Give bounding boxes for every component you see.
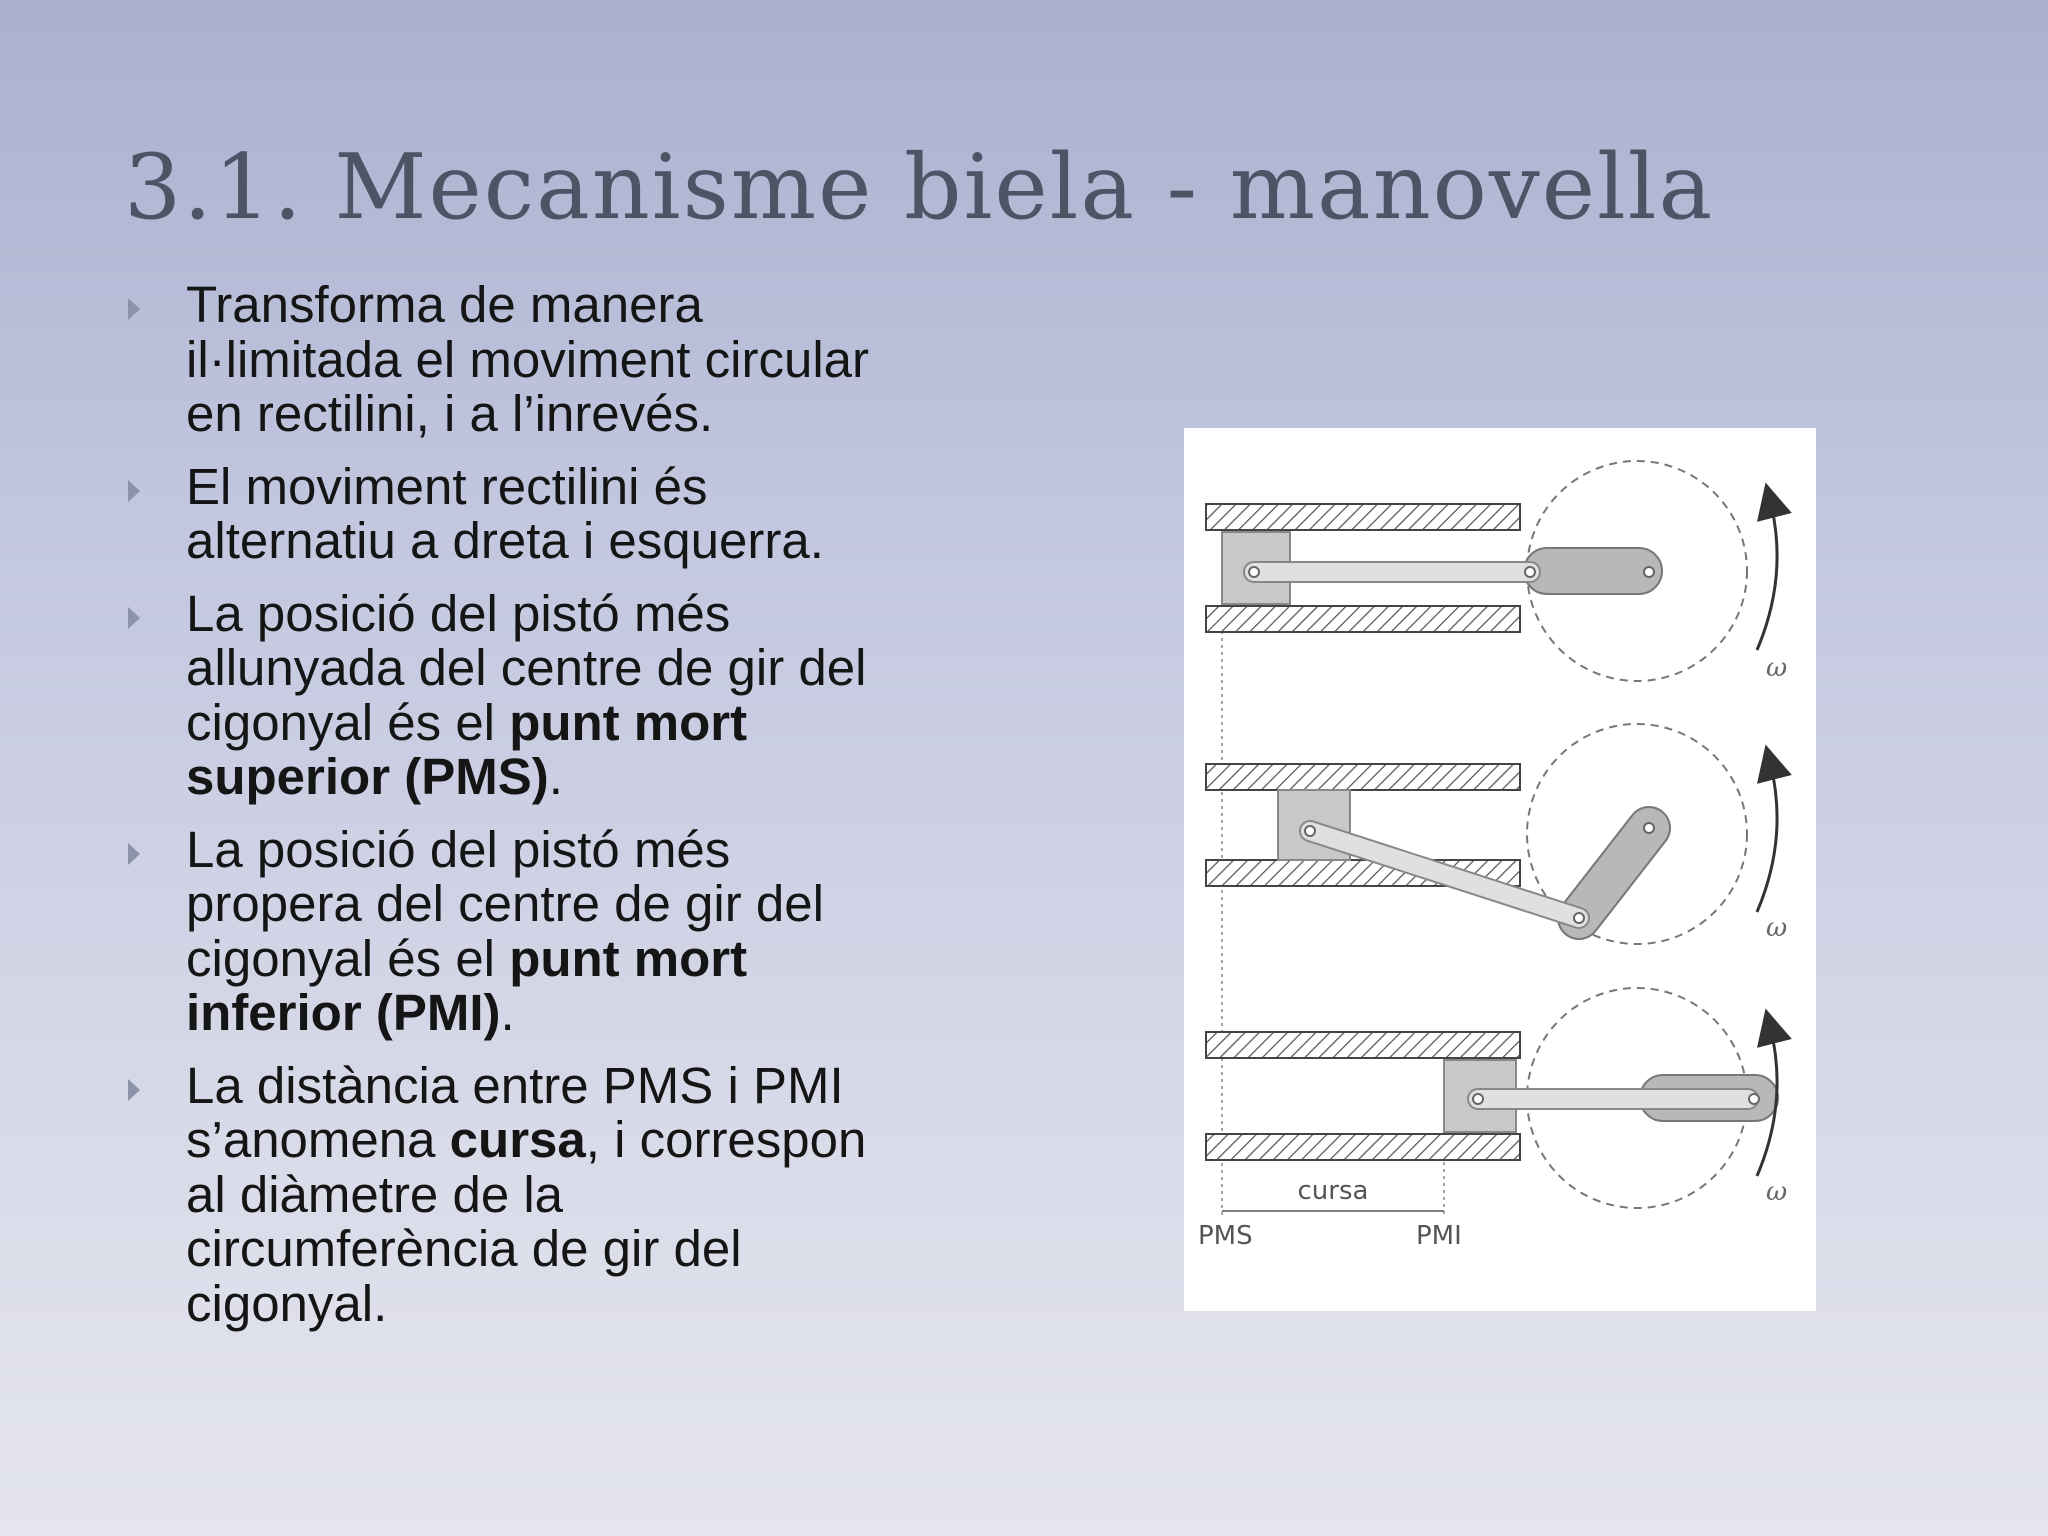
bullet-item [124, 1056, 994, 1332]
pms-label: PMS [1198, 1221, 1253, 1251]
rotation-arrow [1757, 500, 1777, 650]
omega-label: ω [1766, 653, 1788, 683]
bold-term: inferior (PMI) [186, 984, 501, 1041]
bold-term: cursa [449, 1111, 586, 1168]
connecting-rod [1468, 1089, 1758, 1109]
bullet-text: s’anomena [186, 1111, 450, 1168]
piston-pin [1249, 567, 1259, 577]
bullet-line [186, 986, 994, 1041]
bullet-text: cigonyal. [186, 1274, 388, 1332]
crank-center [1644, 567, 1654, 577]
bullet-line [186, 1165, 994, 1223]
bullet-line [186, 457, 994, 515]
bullet-item [124, 584, 994, 805]
bullet-line [186, 693, 994, 751]
bullet-arrow-icon [128, 607, 140, 629]
bullet-text: allunyada del centre de gir del [186, 639, 867, 696]
bullet-text: al diàmetre de la [186, 1165, 564, 1223]
bullet-arrow-icon [128, 1079, 140, 1101]
bullet-text: Transforma de manera [186, 276, 703, 333]
bullet-text: . [500, 984, 515, 1041]
bullet-line [186, 1274, 994, 1332]
bullet-text: circumferència de gir del [186, 1220, 742, 1277]
bullet-arrow-icon [128, 843, 140, 865]
stroke-label: cursa [1297, 1176, 1369, 1206]
bullet-text: il·limitada el moviment circular [186, 330, 869, 388]
bullet-item [124, 820, 994, 1041]
rotation-arrow [1757, 762, 1777, 912]
bullet-text: cigonyal és el [186, 929, 510, 987]
position-pms-group [1206, 461, 1787, 683]
slide-title: 3.1. Mecanisme biela - manovella [124, 135, 1715, 240]
bullet-line [186, 584, 994, 642]
bullet-text: en rectilini, i a l’inrevés. [186, 385, 714, 442]
bullet-item [124, 278, 994, 442]
bullet-line [186, 929, 994, 987]
bold-term: punt mort [509, 929, 748, 987]
bullet-line [186, 820, 994, 878]
crank-pin [1525, 567, 1535, 577]
bullet-arrow-icon [128, 298, 140, 320]
bullet-line [186, 278, 994, 333]
bullet-line [186, 387, 994, 442]
bullet-text: El moviment rectilini és [186, 457, 708, 515]
cylinder-wall-top [1206, 504, 1520, 530]
omega-label: ω [1766, 913, 1788, 943]
bullet-line [186, 1222, 994, 1277]
cylinder-wall-bottom [1206, 1134, 1520, 1160]
bullet-text: , i correspon [585, 1111, 867, 1168]
connecting-rod [1244, 562, 1540, 582]
crank-arm-fill [1579, 828, 1649, 918]
cylinder-wall-top [1206, 1032, 1520, 1058]
bullet-text: La distància entre PMS i PMI [186, 1056, 844, 1114]
bullet-text: La posició del pistó més [186, 820, 731, 878]
bullet-text: La posició del pistó més [186, 584, 731, 642]
crank-center [1644, 823, 1654, 833]
bullet-text: . [548, 748, 563, 805]
bullet-text: propera del centre de gir del [186, 875, 824, 932]
crank-pin [1574, 913, 1584, 923]
bullet-list [124, 278, 994, 1349]
bullet-text: alternatiu a dreta i esquerra. [186, 512, 824, 569]
piston-pin [1305, 826, 1315, 836]
crank-arm [1524, 548, 1662, 594]
piston-pin [1473, 1094, 1483, 1104]
bold-term: punt mort [509, 693, 748, 751]
bullet-line [186, 877, 994, 932]
crank-mechanism-diagram [1184, 428, 1816, 1311]
bullet-line [186, 641, 994, 696]
bullet-line [186, 514, 994, 569]
cylinder-wall-bottom [1206, 606, 1520, 632]
cylinder-wall-top [1206, 764, 1520, 790]
position-pmi-group [1206, 988, 1787, 1208]
bold-term: superior (PMS) [186, 748, 549, 805]
omega-label: ω [1766, 1177, 1788, 1207]
bullet-text: cigonyal és el [186, 693, 510, 751]
bullet-line [186, 1113, 994, 1168]
bullet-line [186, 750, 994, 805]
position-mid-group [1206, 724, 1787, 944]
bullet-line [186, 1056, 994, 1114]
bullet-line [186, 330, 994, 388]
crank-mechanism-figure [1184, 428, 1816, 1311]
pmi-label: PMI [1416, 1221, 1462, 1251]
bullet-item [124, 457, 994, 569]
crank-pin [1749, 1094, 1759, 1104]
bullet-arrow-icon [128, 480, 140, 502]
